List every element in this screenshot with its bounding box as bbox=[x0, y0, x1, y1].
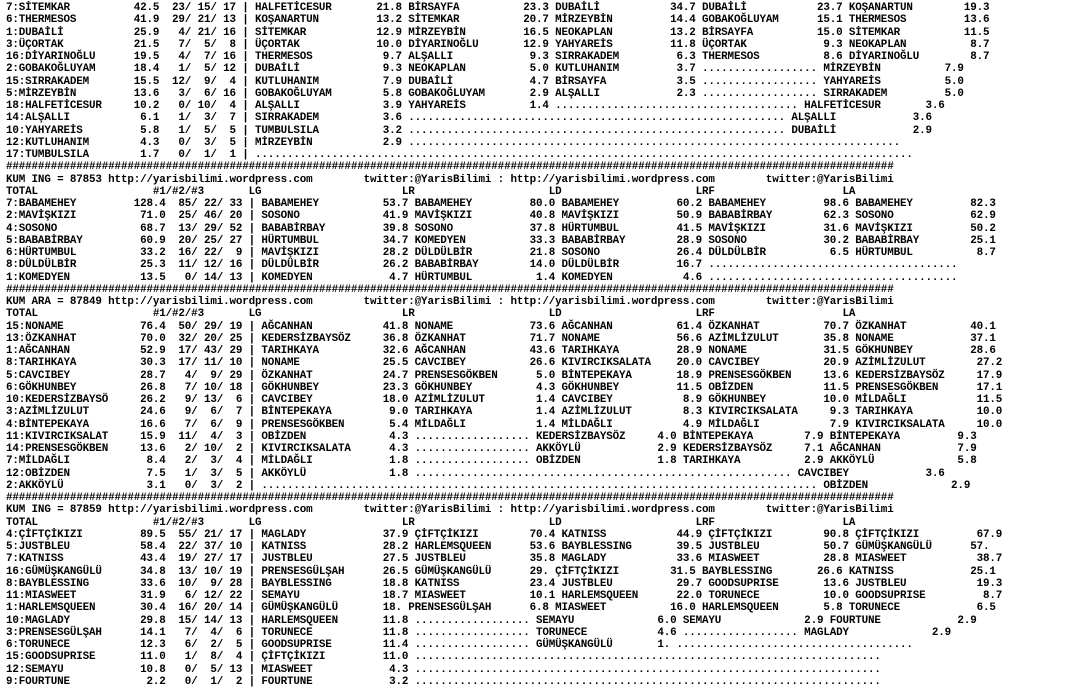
report-line: 1:KOMEDYEN 13.5 0/ 14/ 13 | KOMEDYEN 4.7 HÜRTUMBUL 1.4 KOMEDYEN 4.6 ....................................... bbox=[6, 271, 958, 284]
report-line: 8:TARIHKAYA 30.3 17/ 11/ 10 | NONAME 25.5 CAVCIBEY 26.6 KIVIRCIKSALATA 20.0 CAVCIBEY 20.9 AZİMLİZULUT 27.2 bbox=[6, 357, 1003, 370]
report-line: 8:DÜLDÜLBİR 25.3 11/ 12/ 16 | DÜLDÜLBİR 26.2 BABABİRBAY 14.0 DÜLDÜLBİR 16.7 ....................................... bbox=[6, 259, 958, 272]
report-line: 5:CAVCIBEY 28.7 4/ 9/ 29 | ÖZKANHAT 24.7 PRENSESGÖKBEN 5.0 BİNTEPEKAYA 18.9 PRENSESGÖKBEN 13.6 KEDERSİZBAYSÖZ 17.9 bbox=[6, 369, 1003, 382]
report-line: 4:BİNTEPEKAYA 16.6 7/ 6/ 9 | PRENSESGÖKBEN 5.4 MİLDAĞLI 1.4 MİLDAĞLI 4.9 MİLDAĞLI 7.9 KIVIRCIKSALATA 10.0 bbox=[6, 418, 1003, 431]
report-line: 2:AKKÖYLÜ 3.1 0/ 3/ 2 | ....................................................................................... OBİZDEN 2.9 bbox=[6, 479, 971, 492]
report-line: 4:SOSONO 68.7 13/ 29/ 52 | BABABİRBAY 39.8 SOSONO 37.8 HÜRTUMBUL 41.5 MAVİŞKIZI 31.6 MAVİŞKIZI 50.2 bbox=[6, 222, 996, 235]
report-line: 6:GÖKHUNBEY 26.8 7/ 10/ 18 | GÖKHUNBEY 23.3 GÖKHUNBEY 4.3 GÖKHUNBEY 11.5 OBİZDEN 11.5 PRENSESGÖKBEN 17.1 bbox=[6, 381, 1003, 394]
report-line: 15:SIRRAKADEM 15.5 12/ 9/ 4 | KUTLUHANIM 7.9 DUBAİLİ 4.7 BİRSAYFA 3.5 .................. YAHYAREİS 5.0 bbox=[6, 75, 964, 88]
report-line: ########################################################################################################################################### bbox=[6, 283, 894, 296]
report-line: 6:HÜRTUMBUL 33.2 16/ 22/ 9 | MAVİŞKIZI 28.2 DÜLDÜLBİR 21.8 SOSONO 26.4 DÜLDÜLBİR 6.5 HÜRTUMBUL 8.7 bbox=[6, 247, 996, 259]
report-line: 4:ÇİFTÇİKIZI 89.5 55/ 21/ 17 | MAGLADY 37.9 ÇİFTÇİKIZI 70.4 KATNISS 44.9 ÇİFTÇİKIZI 90.8 ÇİFTÇİKIZI 67.9 bbox=[6, 528, 1003, 541]
report-line: 11:KIVIRCIKSALAT 15.9 11/ 4/ 3 | OBİZDEN 4.3 .................. KEDERSİZBAYSÖZ 4.0 BİNTEPEKAYA 7.9 BİNTEPEKAYA 9.3 bbox=[6, 430, 977, 443]
report-line: 16:DİYARINOĞLU 19.5 4/ 7/ 16 | THERMESOS 9.7 ALŞALLI 9.3 SIRRAKADEM 6.3 THERMESOS 8.6 DİYARINOĞLU 8.7 bbox=[6, 51, 990, 63]
report-line: 9:FOURTUNE 2.2 0/ 1/ 2 | FOURTUNE 3.2 ......................................................................... bbox=[6, 675, 881, 688]
report-line: ########################################################################################################################################### bbox=[6, 492, 894, 504]
report-line: TOTAL #1/#2/#3 LG LR LD LRF LA bbox=[6, 308, 856, 321]
report-line: 10:KEDERSİZBAYSÖ 26.2 9/ 13/ 6 | CAVCIBEY 18.0 AZİMLİZULUT 1.4 CAVCIBEY 8.9 GÖKHUNBEY 10.0 MİLDAĞLI 11.5 bbox=[6, 394, 1003, 406]
report-line: KUM ARA = 87849 http://yarisbilimi.wordpress.com twitter:@YarisBilimi : http://yarisbilimi.wordpress.com twitter:@YarisBilimi bbox=[6, 296, 894, 308]
report-line: 3:PRENSESGÜLŞAH 14.1 7/ 4/ 6 | TORUNECE 11.8 .................. TORUNECE 4.6 .................. MAGLADY 2.9 bbox=[6, 626, 952, 639]
report-line: 2:MAVİŞKIZI 71.0 25/ 46/ 20 | SOSONO 41.9 MAVİŞKIZI 40.8 MAVİŞKIZI 50.9 BABABİRBAY 62.3 SOSONO 62.9 bbox=[6, 210, 996, 223]
report-line: KUM ING = 87853 http://yarisbilimi.wordpress.com twitter:@YarisBilimi : http://yarisbilimi.wordpress.com twitter:@YarisBilimi bbox=[6, 173, 894, 186]
report-line: 15:GOODSUPRISE 11.0 1/ 8/ 4 | ÇİFTÇİKIZI 11.0 ......................................................................... bbox=[6, 651, 881, 664]
report-line: 13:ÖZKANHAT 70.0 32/ 20/ 25 | KEDERSİZBAYSÖZ 36.8 ÖZKANHAT 71.7 NONAME 56.6 AZİMLİZULUT 35.8 NONAME 37.1 bbox=[6, 332, 996, 345]
report-line: 5:BABABİRBAY 60.9 20/ 25/ 27 | HÜRTUMBUL 34.7 KOMEDYEN 33.3 BABABİRBAY 28.9 SOSONO 30.2 BABABİRBAY 25.1 bbox=[6, 234, 996, 247]
report-line: ########################################################################################################################################### bbox=[6, 161, 894, 174]
report-line: 12:KUTLUHANIM 4.3 0/ 3/ 5 | MİRZEYBİN 2.9 ............................................................................. bbox=[6, 136, 900, 149]
report-line: 2:GOBAKOĞLUYAM 18.4 1/ 5/ 12 | DUBAİLİ 9.3 NEOKAPLAN 5.0 KUTLUHANIM 3.7 .................. MİRZEYBİN 7.9 bbox=[6, 63, 964, 76]
report-line: 3:ÜÇORTAK 21.5 7/ 5/ 8 | ÜÇORTAK 10.0 DİYARINOĞLU 12.9 YAHYAREİS 11.8 ÜÇORTAK 9.3 NEOKAPLAN 8.7 bbox=[6, 38, 990, 51]
report-line: 15:NONAME 76.4 50/ 29/ 19 | AĞCANHAN 41.8 NONAME 73.6 AĞCANHAN 61.4 ÖZKANHAT 70.7 ÖZKANHAT 40.1 bbox=[6, 320, 996, 333]
report-line: 7:KATNISS 43.4 19/ 27/ 17 | JUSTBLEU 27.5 JUSTBLEU 35.8 MAGLADY 33.6 MIASWEET 28.8 MIASWEET 38.7 bbox=[6, 553, 1003, 566]
report-line: 14:PRENSESGÖKBEN 13.6 2/ 10/ 2 | KIVIRCIKSALATA 4.3 .................. AKKÖYLÜ 2.9 KEDERSİZBAYSÖZ 7.1 AĞCANHAN 7.9 bbox=[6, 443, 977, 455]
report-line: 1:HARLEMSQUEEN 30.4 16/ 20/ 14 | GÜMÜŞKANGÜLÜ 18. PRENSESGÜLŞAH 6.8 MIASWEET 16.0 HARLEMSQUEEN 5.8 TORUNECE 6.5 bbox=[6, 602, 996, 615]
report-line: KUM ING = 87859 http://yarisbilimi.wordpress.com twitter:@YarisBilimi : http://yarisbilimi.wordpress.com twitter:@YarisBilimi bbox=[6, 504, 894, 517]
report-line: 10:MAGLADY 29.8 15/ 14/ 13 | HARLEMSQUEEN 11.8 .................. SEMAYU 6.0 SEMAYU 2.9 FOURTUNE 2.9 bbox=[6, 614, 977, 627]
report-line: 18:HALFETİCESUR 10.2 0/ 10/ 4 | ALŞALLI 3.9 YAHYAREİS 1.4 ...................................... HALFETİCESUR 3.6 bbox=[6, 100, 945, 112]
report-line: 7:BABAMEHEY 128.4 85/ 22/ 33 | BABAMEHEY 53.7 BABAMEHEY 80.0 BABAMEHEY 60.2 BABAMEHEY 98.6 BABAMEHEY 82.3 bbox=[6, 198, 996, 210]
report-line: 5:MİRZEYBİN 13.6 3/ 6/ 16 | GOBAKOĞLUYAM 5.8 GOBAKOĞLUYAM 2.9 ALŞALLI 2.3 .................. SIRRAKADEM 5.0 bbox=[6, 87, 964, 100]
report-line: 14:ALŞALLI 6.1 1/ 3/ 7 | SIRRAKADEM 3.6 ........................................................... ALŞALLI 3.6 bbox=[6, 112, 932, 125]
report-line: 16:GÜMÜŞKANGÜLÜ 34.8 13/ 10/ 19 | PRENSESGÜLŞAH 26.5 GÜMÜŞKANGÜLÜ 29. ÇİFTÇİKIZI 31.5 BAYBLESSING 26.6 KATNISS 25.1 bbox=[6, 565, 996, 578]
report-line: 11:MIASWEET 31.9 6/ 12/ 22 | SEMAYU 18.7 MIASWEET 10.1 HARLEMSQUEEN 22.0 TORUNECE 10.0 GOODSUPRISE 8.7 bbox=[6, 590, 1003, 602]
report-line: 5:JUSTBLEU 58.4 22/ 37/ 10 | KATNISS 28.2 HARLEMSQUEEN 53.6 BAYBLESSING 39.5 JUSTBLEU 50.7 GÜMÜŞKANGÜLÜ 57. bbox=[6, 541, 990, 553]
report-line: TOTAL #1/#2/#3 LG LR LD LRF LA bbox=[6, 185, 856, 198]
report-line: 10:YAHYAREİS 5.8 1/ 5/ 5 | TUMBULSILA 3.2 ........................................................... DUBAİLİ 2.9 bbox=[6, 124, 932, 137]
report-line: 7:SİTEMKAR 42.5 23/ 15/ 17 | HALFETİCESUR 21.8 BİRSAYFA 23.3 DUBAİLİ 34.7 DUBAİLİ 23.7 KOŞANARTUN 19.3 bbox=[6, 2, 990, 14]
report-line: 17:TUMBULSILA 1.7 0/ 1/ 1 | ....................................................................................................... bbox=[6, 149, 913, 161]
report-line: 6:TORUNECE 12.3 6/ 2/ 5 | GOODSUPRISE 11.4 .................. GÜMÜŞKANGÜLÜ 1. ..................................... bbox=[6, 639, 913, 651]
report-line: 3:AZİMLİZULUT 24.6 9/ 6/ 7 | BİNTEPEKAYA 9.0 TARIHKAYA 1.4 AZİMLİZULUT 8.3 KIVIRCIKSALATA 9.3 TARIHKAYA 10.0 bbox=[6, 406, 1003, 419]
report-line: 1:DUBAİLİ 25.9 4/ 21/ 16 | SİTEMKAR 12.9 MİRZEYBİN 16.5 NEOKAPLAN 13.2 BİRSAYFA 15.0 SİTEMKAR 11.5 bbox=[6, 26, 990, 39]
report-line: 12:OBİZDEN 7.5 1/ 3/ 5 | AKKÖYLÜ 1.8 ........................................................... CAVCIBEY 3.6 bbox=[6, 467, 945, 480]
report-line: 6:THERMESOS 41.9 29/ 21/ 13 | KOŞANARTUN 13.2 SİTEMKAR 20.7 MİRZEYBİN 14.4 GOBAKOĞLUYAM 15.1 THERMESOS 13.6 bbox=[6, 14, 990, 27]
report-line: 7:MİLDAĞLI 8.4 2/ 3/ 4 | MİLDAĞLI 1.8 .................. OBİZDEN 1.8 TARIHKAYA 2.9 AKKÖYLÜ 5.8 bbox=[6, 455, 977, 468]
report-line: 12:SEMAYU 10.8 0/ 5/ 13 | MIASWEET 4.3 ......................................................................... bbox=[6, 663, 881, 676]
report-line: TOTAL #1/#2/#3 LG LR LD LRF LA bbox=[6, 516, 856, 529]
report-line: 8:BAYBLESSING 33.6 10/ 9/ 28 | BAYBLESSING 18.8 KATNISS 23.4 JUSTBLEU 29.7 GOODSUPRISE 13.6 JUSTBLEU 19.3 bbox=[6, 577, 1003, 590]
report-line: 1:AĞCANHAN 52.9 17/ 43/ 29 | TARIHKAYA 32.6 AĞCANHAN 43.6 TARIHKAYA 28.9 NONAME 31.5 GÖKHUNBEY 28.6 bbox=[6, 345, 996, 357]
